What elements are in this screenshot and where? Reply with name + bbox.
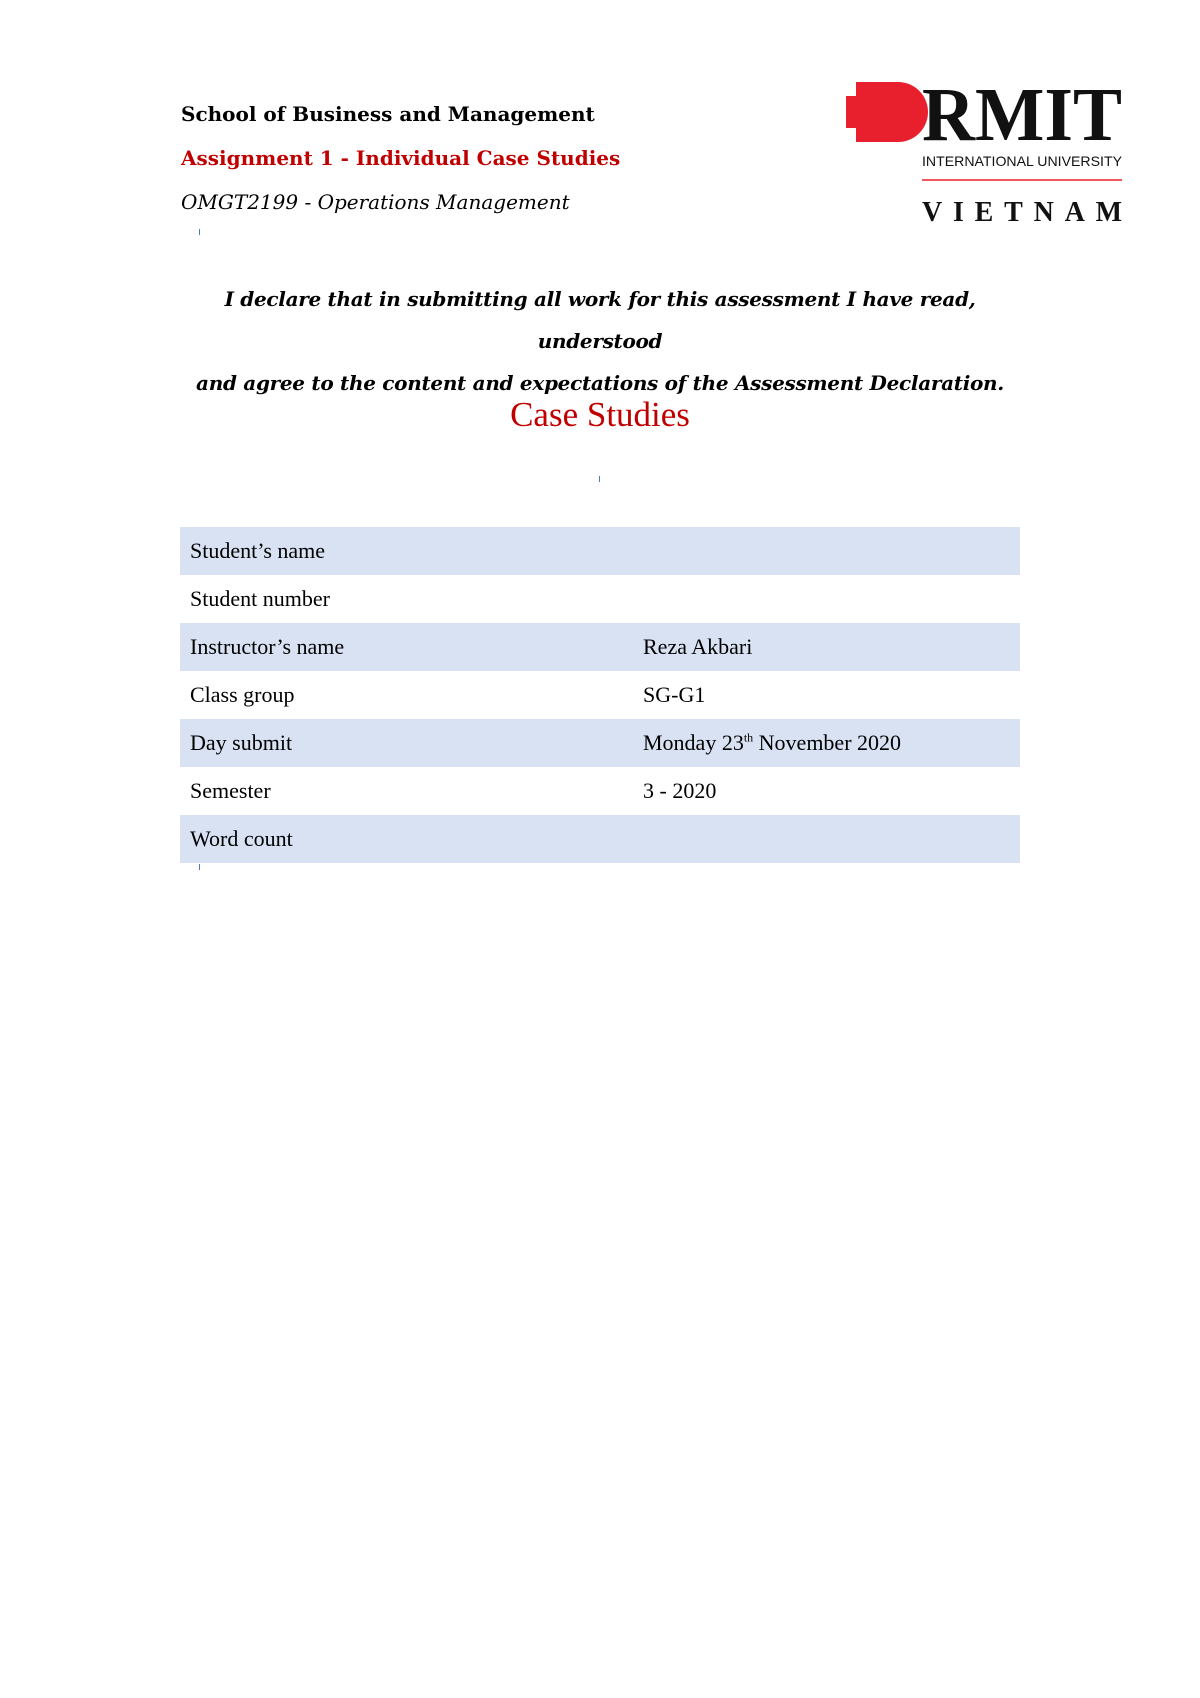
school-name: School of Business and Management xyxy=(181,102,595,126)
table-row xyxy=(180,623,1020,671)
date-ordinal: th xyxy=(743,730,754,745)
row-label: Day submit xyxy=(180,719,633,767)
table-row xyxy=(180,815,1020,863)
row-value: SG-G1 xyxy=(643,682,706,707)
row-label: Word count xyxy=(180,815,633,863)
table-row xyxy=(180,719,1020,767)
rmit-logo xyxy=(844,78,1124,228)
document-title: Case Studies xyxy=(510,395,690,434)
course-name: OMGT2199 - Operations Management xyxy=(181,190,570,214)
table-row xyxy=(180,527,1020,575)
logo-subtitle: INTERNATIONAL UNIVERSITY xyxy=(922,153,1123,169)
assignment-title: Assignment 1 - Individual Case Studies xyxy=(181,146,621,170)
paragraph-mark xyxy=(199,229,200,235)
table-row xyxy=(180,671,1020,719)
logo-country: VIETNAM xyxy=(922,197,1122,228)
row-label: Semester xyxy=(190,778,271,803)
declaration-line-1: I declare that in submitting all work for this assessment I have read, understood xyxy=(224,287,976,353)
paragraph-mark xyxy=(199,864,200,870)
date-suffix: November 2020 xyxy=(753,730,902,755)
row-value: Reza Akbari xyxy=(633,623,1020,671)
declaration-line-2: and agree to the content and expectations of the Assessment Declaration. xyxy=(196,371,1004,395)
table-row xyxy=(180,575,1020,623)
logo-brand: RMIT xyxy=(922,78,1122,157)
assessment-declaration xyxy=(181,278,1019,404)
row-label: Student’s name xyxy=(180,527,633,575)
row-value xyxy=(633,575,1020,623)
row-value: 3 - 2020 xyxy=(643,778,717,803)
student-info-table xyxy=(180,527,1020,863)
date-prefix: Monday 23 xyxy=(643,730,744,755)
row-label: Student number xyxy=(190,586,330,611)
row-value xyxy=(633,815,1020,863)
rmit-pixel-icon xyxy=(846,82,928,142)
table-row xyxy=(180,767,1020,815)
header-block xyxy=(181,100,620,216)
row-value xyxy=(633,527,1020,575)
row-value xyxy=(633,719,1020,767)
row-label: Class group xyxy=(190,682,295,707)
paragraph-mark xyxy=(599,476,600,482)
row-label: Instructor’s name xyxy=(180,623,633,671)
